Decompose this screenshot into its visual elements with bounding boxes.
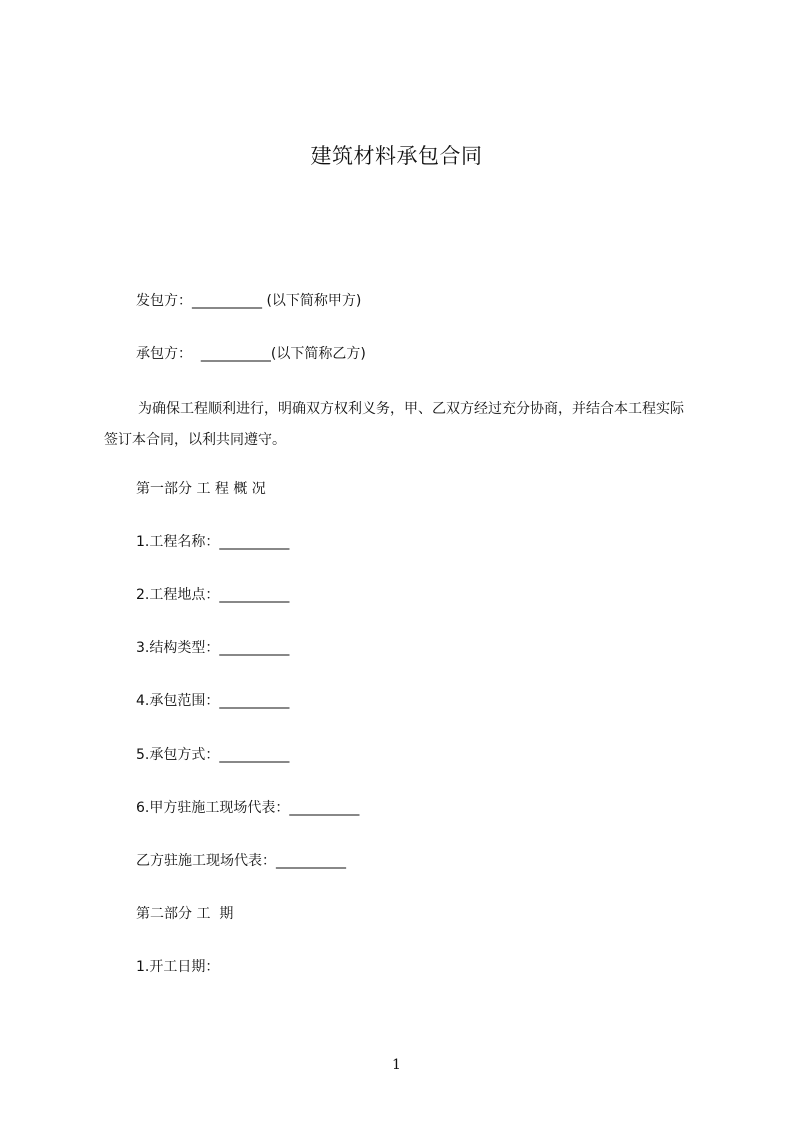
employer-line: 发包方：__________ (以下简称甲方)	[136, 293, 362, 309]
page-number: 1	[392, 1057, 401, 1073]
contractor-rep-line: 乙方驻施工现场代表：__________	[136, 853, 346, 869]
part2-item-start-date: 1.开工日期：	[136, 959, 220, 975]
part1-item-employer-rep: 6.甲方驻施工现场代表：__________	[136, 800, 360, 816]
part1-item-location: 2.工程地点：__________	[136, 587, 290, 603]
part1-heading: 第一部分 工 程 概 况	[136, 481, 266, 497]
part1-item-structure: 3.结构类型：__________	[136, 640, 290, 656]
part1-item-scope: 4.承包范围：__________	[136, 693, 290, 709]
preamble-paragraph: 为确保工程顺利进行，明确双方权利义务，甲、乙双方经过充分协商，并结合本工程实际签订本合同，以利共同遵守。	[104, 401, 684, 448]
part2-heading: 第二部分 工 期	[136, 906, 234, 922]
contractor-line: 承包方： __________(以下简称乙方)	[136, 346, 366, 362]
document-title: 建筑材料承包合同	[310, 144, 483, 168]
part1-item-name: 1.工程名称：__________	[136, 534, 290, 550]
part1-item-method: 5.承包方式：__________	[136, 747, 290, 763]
